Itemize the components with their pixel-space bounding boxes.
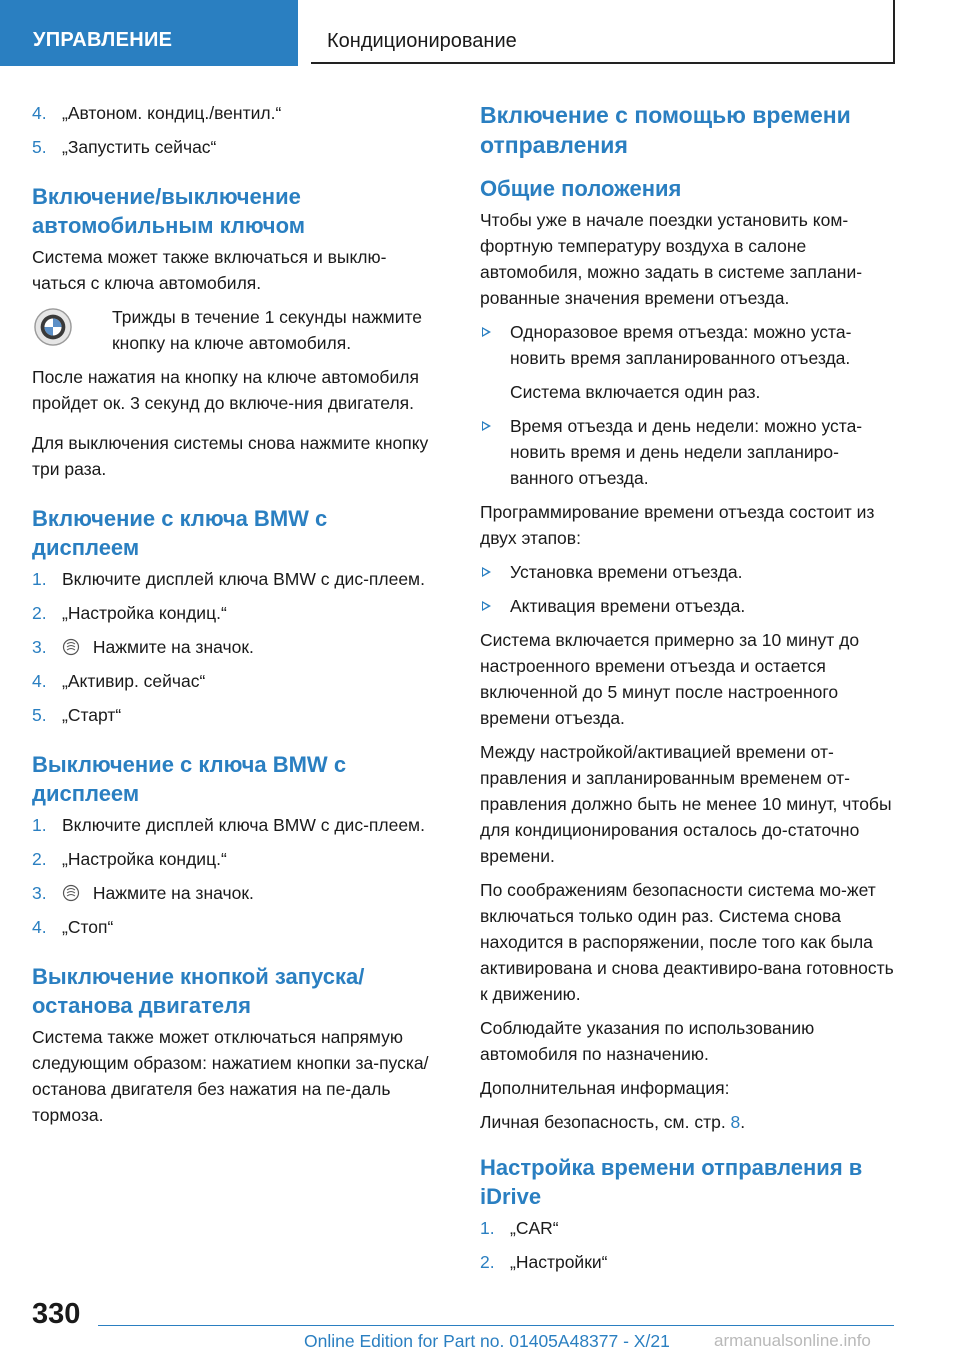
- item-number: 3.: [32, 883, 47, 903]
- bullet-item: [480, 593, 900, 619]
- item-text: „Настройка кондиц.“: [62, 603, 227, 623]
- section-tab: УПРАВЛЕНИЕ: [0, 0, 298, 66]
- bullet-triangle-icon: [482, 601, 491, 611]
- footer-divider: [98, 1325, 894, 1326]
- item-number: 2.: [32, 603, 47, 623]
- list-item: [32, 668, 440, 694]
- list-item: [32, 880, 440, 906]
- main-heading: Включение с помощью времени отправления: [480, 102, 851, 158]
- item-number: 4.: [32, 917, 47, 937]
- chapter-title: Кондиционирование: [311, 0, 895, 64]
- list-item: [32, 702, 440, 728]
- right-column: [480, 100, 900, 1283]
- item-text: „Стоп“: [62, 917, 114, 937]
- item-number: 3.: [32, 637, 47, 657]
- section-heading: Выключение кнопкой запуска/ останова двигателя: [32, 964, 365, 1018]
- item-text: Включите дисплей ключа BMW с дис-плеем.: [62, 815, 425, 835]
- item-number: 4.: [32, 103, 47, 123]
- paragraph: Программирование времени отъезда состоит из двух этапов:: [480, 502, 875, 548]
- paragraph: Для выключения системы снова нажмите кнопку три раза.: [32, 433, 429, 479]
- item-text: Включите дисплей ключа BMW с дис-плеем.: [62, 569, 425, 589]
- item-number: 1.: [32, 569, 47, 589]
- paragraph: После нажатия на кнопку на ключе автомобиля пройдет ок. 3 секунд до включе-ния двигателя.: [32, 367, 419, 413]
- key-note-text: Трижды в течение 1 секунды нажмите кнопку на ключе автомобиля.: [112, 307, 423, 353]
- list-item: [32, 134, 440, 160]
- list-item: [480, 1249, 900, 1275]
- key-note: [32, 304, 440, 356]
- paragraph: Система также может отключаться напрямую следующим образом: нажатием кнопки за-пуска/останова двигателя без нажатия на пе-даль тормоза.: [32, 1027, 429, 1125]
- reference-text: Личная безопасность, см. стр.: [480, 1112, 731, 1132]
- climate-icon: [62, 884, 80, 902]
- bullet-item: [480, 319, 900, 371]
- bullet-text: Одноразовое время отъезда: можно уста-новить время запланированного отъезда.: [510, 322, 852, 368]
- item-text: „Активир. сейчас“: [62, 671, 206, 691]
- page-number: 330: [32, 1298, 81, 1330]
- item-number: 2.: [32, 849, 47, 869]
- item-text: „Настройки“: [510, 1252, 608, 1272]
- list-item: [32, 914, 440, 940]
- list-item: [32, 600, 440, 626]
- paragraph: Чтобы уже в начале поездки установить ком-фортную температуру воздуха в салоне автомобиля, можно задать в системе заплани-рованные значения времени отъезда.: [480, 210, 863, 308]
- edition-text: Online Edition for Part no. 01405A48377 - X/21: [304, 1331, 670, 1351]
- section-heading: Выключение с ключа BMW с дисплеем: [32, 752, 347, 806]
- item-text: Нажмите на значок.: [92, 883, 254, 903]
- paragraph: Между настройкой/активацией времени от-правления и запланированным временем от-правления должно быть не менее 10 минут, чтобы для кондиционирования осталось до-статочно времени.: [480, 742, 892, 866]
- item-text: „Старт“: [62, 705, 122, 725]
- list-item: [32, 634, 440, 660]
- list-item: [32, 100, 440, 126]
- list-item: [32, 566, 440, 592]
- list-item: [32, 812, 440, 838]
- bullet-item: [480, 413, 900, 491]
- left-column: [32, 100, 440, 1136]
- item-number: 2.: [480, 1252, 495, 1272]
- reference-end: .: [740, 1112, 746, 1132]
- bullet-text: Установка времени отъезда.: [510, 562, 743, 582]
- section-heading: Настройка времени отправления в iDrive: [480, 1155, 863, 1209]
- bullet-triangle-icon: [482, 327, 491, 337]
- bullet-text: Время отъезда и день недели: можно уста-новить время и день недели запланиро-ванного отъезда.: [510, 416, 863, 488]
- page-link[interactable]: 8: [730, 1112, 741, 1132]
- paragraph: Дополнительная информация:: [480, 1078, 730, 1098]
- item-number: 5.: [32, 137, 47, 157]
- section-heading: Включение с ключа BMW с дисплеем: [32, 506, 328, 560]
- list-item: [480, 1215, 900, 1241]
- watermark: armanualsonline.info: [714, 1331, 871, 1350]
- bullet-triangle-icon: [482, 567, 491, 577]
- item-text: „Настройка кондиц.“: [62, 849, 227, 869]
- paragraph: Система может также включаться и выклю-чаться с ключа автомобиля.: [32, 247, 387, 293]
- sub-heading: Общие положения: [480, 176, 682, 201]
- section-heading: Включение/выключение автомобильным ключом: [32, 184, 306, 238]
- paragraph: Система включается примерно за 10 минут до настроенного времени отъезда и остается включенной до 5 минут после настроенного времени отъезда.: [480, 630, 860, 728]
- bullet-triangle-icon: [482, 421, 491, 431]
- item-text: „Автоном. кондиц./вентил.“: [62, 103, 282, 123]
- item-text: „Запустить сейчас“: [62, 137, 217, 157]
- bmw-key-icon: [34, 308, 72, 346]
- climate-icon: [62, 638, 80, 656]
- list-item: [32, 846, 440, 872]
- bullet-subparagraph: Система включается один раз.: [510, 382, 761, 402]
- item-number: 1.: [32, 815, 47, 835]
- item-text: Нажмите на значок.: [92, 637, 254, 657]
- item-text: „CAR“: [510, 1218, 559, 1238]
- paragraph: Соблюдайте указания по использованию автомобиля по назначению.: [480, 1018, 815, 1064]
- bullet-text: Активация времени отъезда.: [510, 596, 746, 616]
- bullet-item: [480, 559, 900, 585]
- reference-paragraph: [480, 1109, 900, 1135]
- item-number: 4.: [32, 671, 47, 691]
- item-number: 1.: [480, 1218, 495, 1238]
- paragraph: По соображениям безопасности система мо-жет включаться только один раз. Система снова находится в распоряжении, после того как была активирована и снова деактивиро-вана готовность к движению.: [480, 880, 894, 1004]
- item-number: 5.: [32, 705, 47, 725]
